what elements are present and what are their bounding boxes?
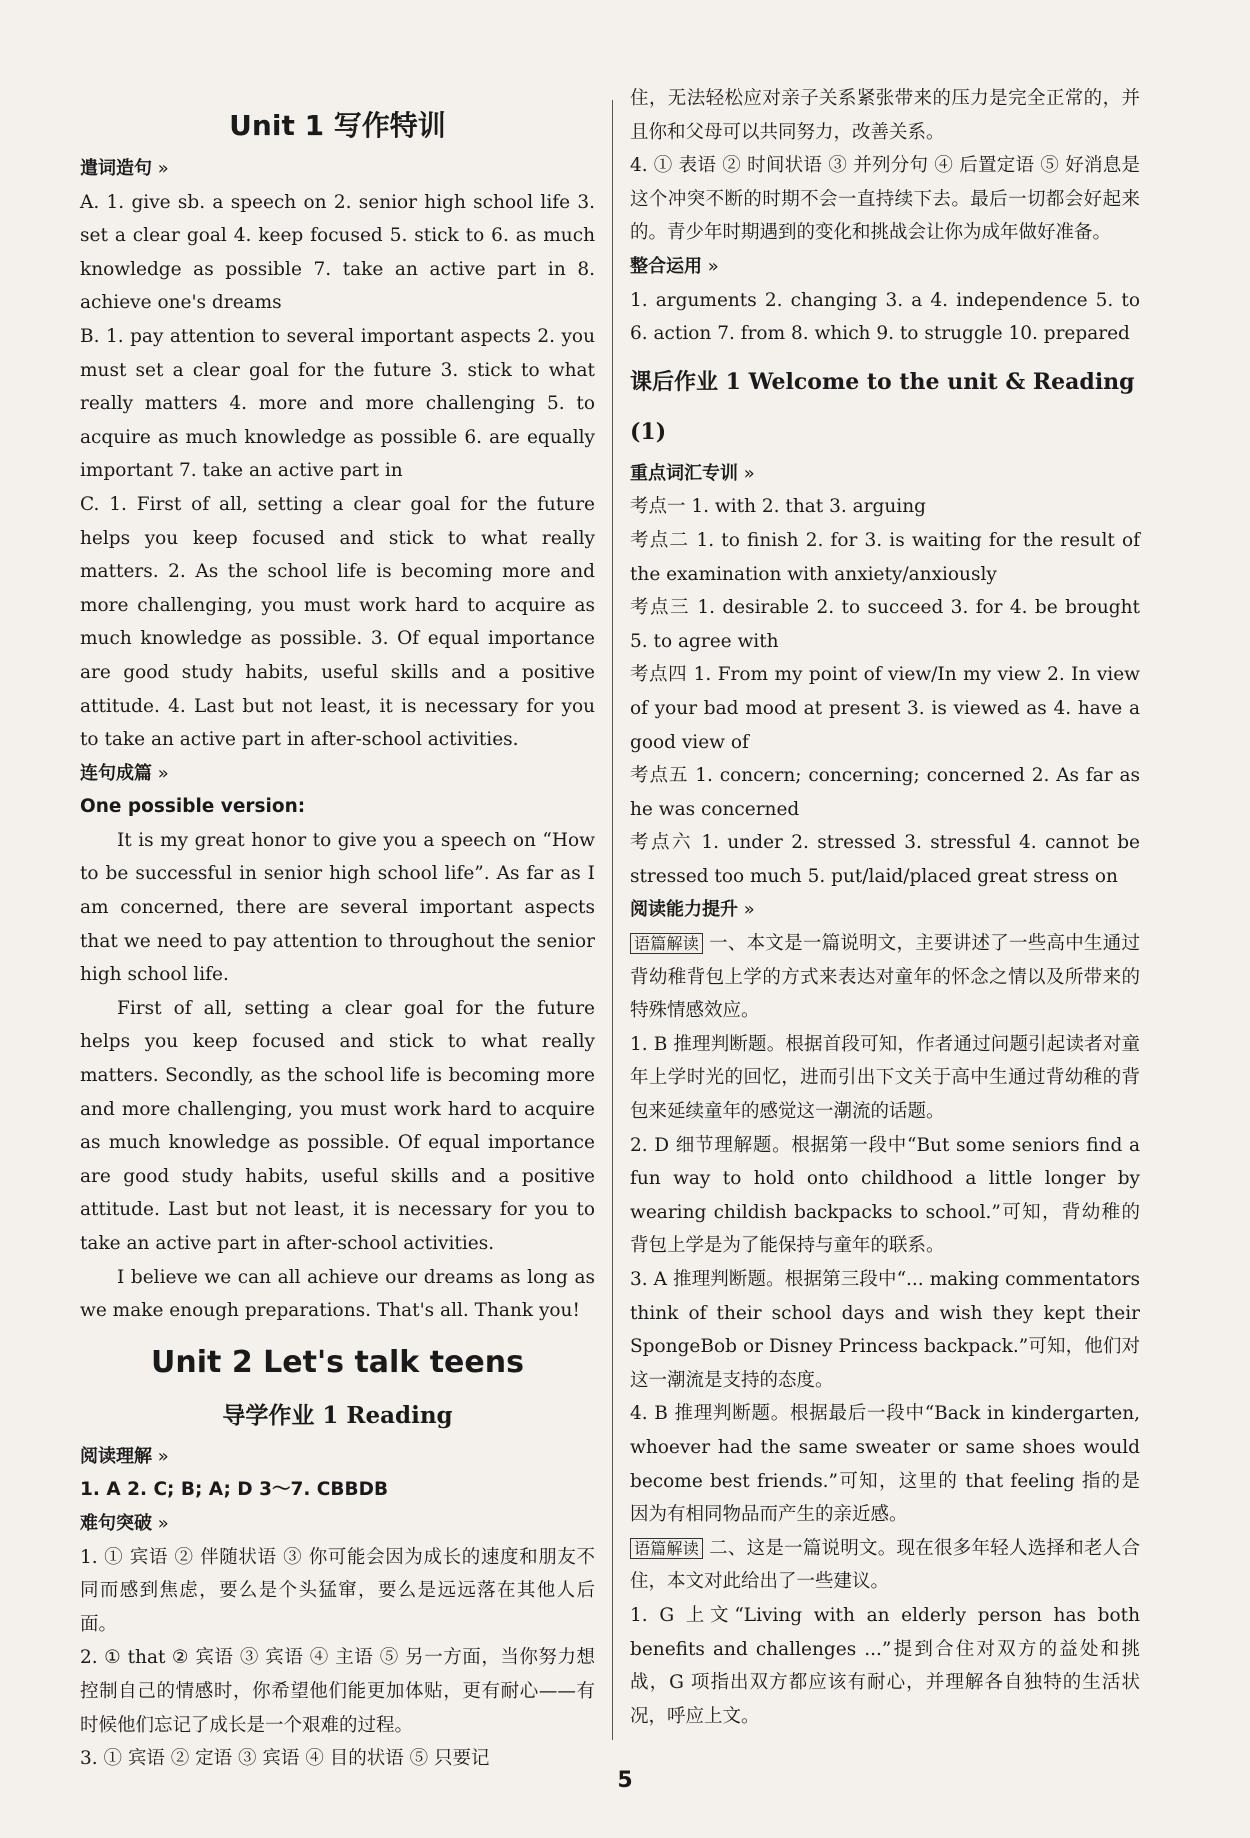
version-label: One possible version:: [80, 796, 306, 818]
guide-title: 导学作业 1 Reading: [222, 1401, 453, 1429]
question-answer: 1. B 推理判断题。根据首段可知，作者通过问题引起读者对童年上学时光的回忆，进而引出下文关于高中生通过背幼稚的背包来延续童年的感觉这一潮流的话题。: [630, 1033, 1140, 1123]
essay-paragraph: It is my great honor to give you a speech on “How to be successful in senior high school life”. As far as I am concerned, there are several important aspects that we need to pay attention to throughout the senior high school life.: [80, 829, 595, 986]
right-column: [630, 82, 1140, 1733]
homework-title: 课后作业 1 Welcome to the unit & Reading (1): [630, 368, 1135, 445]
vocab-point: 考点三 1. desirable 2. to succeed 3. for 4. be brought 5. to agree with: [630, 597, 1140, 652]
essay-paragraph: First of all, setting a clear goal for the future helps you keep focused and stick to what really matters. Secondly, as the school life is becoming more and more challenging, you must work hard to acquire as much knowledge as possible. Of equal importance are good study habits, useful skills and a positive attitude. Last but not least, it is necessary for you to take an active part in after-school activities.: [80, 997, 595, 1254]
passage-analysis-text: 二、这是一篇说明文。现在很多年轻人选择和老人合住，本文对此给出了一些建议。: [630, 1537, 1140, 1593]
passage-analysis: [630, 927, 1140, 1028]
vocab-point: 考点六 1. under 2. stressed 3. stressful 4. cannot be stressed too much 5. put/laid/placed great stress on: [630, 832, 1140, 887]
section-head-vocab: 重点词汇专训 »: [630, 457, 1140, 491]
answers-a: A. 1. give sb. a speech on 2. senior high school life 3. set a clear goal 4. keep focused 5. stick to 6. as much knowledge as possible 7. take an active part in 8. achieve one's dreams: [80, 191, 595, 314]
difficult-sentence-answer: 2. ① that ② 宾语 ③ 宾语 ④ 主语 ⑤ 另一方面，当你努力想控制自己的情感时，你希望他们能更加体贴，更有耐心——有时候他们忘记了成长是一个艰难的过程。: [80, 1647, 595, 1736]
column-divider: [612, 100, 613, 1740]
left-column: [80, 100, 595, 1776]
vocab-point: 考点五 1. concern; concerning; concerned 2. As far as he was concerned: [630, 765, 1140, 820]
passage-analysis-text: 一、本文是一篇说明文，主要讲述了一些高中生通过背幼稚背包上学的方式来表达对童年的怀念之情以及所带来的特殊情感效应。: [630, 933, 1140, 1022]
vocab-point: 考点二 1. to finish 2. for 3. is waiting for the result of the examination with anxiety/anxiously: [630, 529, 1140, 585]
passage-tag: 语篇解读: [630, 1538, 703, 1559]
section-head-essay: 连句成篇 »: [80, 757, 595, 791]
question-answer: 4. B 推理判断题。根据最后一段中“Back in kindergarten, whoever had the same sweater or same shoes would become best friends.”可知，这里的 that feeling 指的是因为有相同物品而产生的亲近感。: [630, 1403, 1140, 1526]
section-head-words: 遣词造句 »: [80, 152, 595, 186]
vocab-point: 考点一 1. with 2. that 3. arguing: [630, 496, 926, 518]
page-number: 5: [617, 1768, 633, 1793]
continued-text: 住，无法轻松应对亲子关系紧张带来的压力是完全正常的，并且你和父母可以共同努力，改善关系。: [630, 88, 1140, 143]
vocab-point: 考点四 1. From my point of view/In my view 2. In view of your bad mood at present 3. is viewed as 4. have a good view of: [630, 664, 1140, 753]
integrate-answers: 1. arguments 2. changing 3. a 4. independence 5. to 6. action 7. from 8. which 9. to struggle 10. prepared: [630, 289, 1140, 345]
section-head-difficult: 难句突破 »: [80, 1507, 595, 1541]
passage-analysis: [630, 1532, 1140, 1599]
section-head-reading: 阅读理解 »: [80, 1440, 595, 1474]
reading-answers: 1. A 2. C; B; A; D 3～7. CBBDB: [80, 1479, 389, 1501]
difficult-sentence-answer: 4. ① 表语 ② 时间状语 ③ 并列分句 ④ 后置定语 ⑤ 好消息是这个冲突不断的时期不会一直持续下去。最后一切都会好起来的。青少年时期遇到的变化和挑战会让你为成年做好准备。: [630, 155, 1140, 244]
unit2-title: Unit 2 Let's talk teens: [151, 1344, 524, 1380]
answers-b: B. 1. pay attention to several important aspects 2. you must set a clear goal for the future 3. stick to what really matters 4. more and more challenging 5. to acquire as much knowledge as possible 6. are equally important 7. take an active part in: [80, 325, 595, 482]
passage-tag: 语篇解读: [630, 933, 703, 954]
section-head-reading-ability: 阅读能力提升 »: [630, 893, 1140, 927]
difficult-sentence-answer: 3. ① 宾语 ② 定语 ③ 宾语 ④ 目的状语 ⑤ 只要记: [80, 1748, 490, 1770]
essay-paragraph: I believe we can all achieve our dreams as long as we make enough preparations. That's all. Thank you!: [80, 1266, 595, 1322]
question-answer: 3. A 推理判断题。根据第三段中“... making commentators think of their school days and wish they kept their SpongeBob or Disney Princess backpack.”可知，他们对这一潮流是支持的态度。: [630, 1269, 1140, 1391]
difficult-sentence-answer: 1. ① 宾语 ② 伴随状语 ③ 你可能会因为成长的速度和朋友不同而感到焦虑，要么是个头猛窜，要么是远远落在其他人后面。: [80, 1546, 595, 1635]
question-answer: 1. G 上文“Living with an elderly person has both benefits and challenges ...”提到合住对双方的益处和挑战，G 项指出双方都应该有耐心，并理解各自独特的生活状况，呼应上文。: [630, 1604, 1140, 1727]
question-answer: 2. D 细节理解题。根据第一段中“But some seniors find a fun way to hold onto childhood a little longer by wearing childish backpacks to school.”可知，背幼稚的背包上学是为了能保持与童年的联系。: [630, 1134, 1140, 1257]
answers-c: C. 1. First of all, setting a clear goal for the future helps you keep focused and stick to what really matters. 2. As the school life is becoming more and more challenging, you must work hard to acquire as much knowledge as possible. 3. Of equal importance are good study habits, useful skills and a positive attitude. 4. Last but not least, it is necessary for you to take an active part in after-school activities.: [80, 493, 595, 751]
unit1-title: Unit 1 写作特训: [229, 109, 446, 142]
section-head-integrate: 整合运用 »: [630, 250, 1140, 284]
